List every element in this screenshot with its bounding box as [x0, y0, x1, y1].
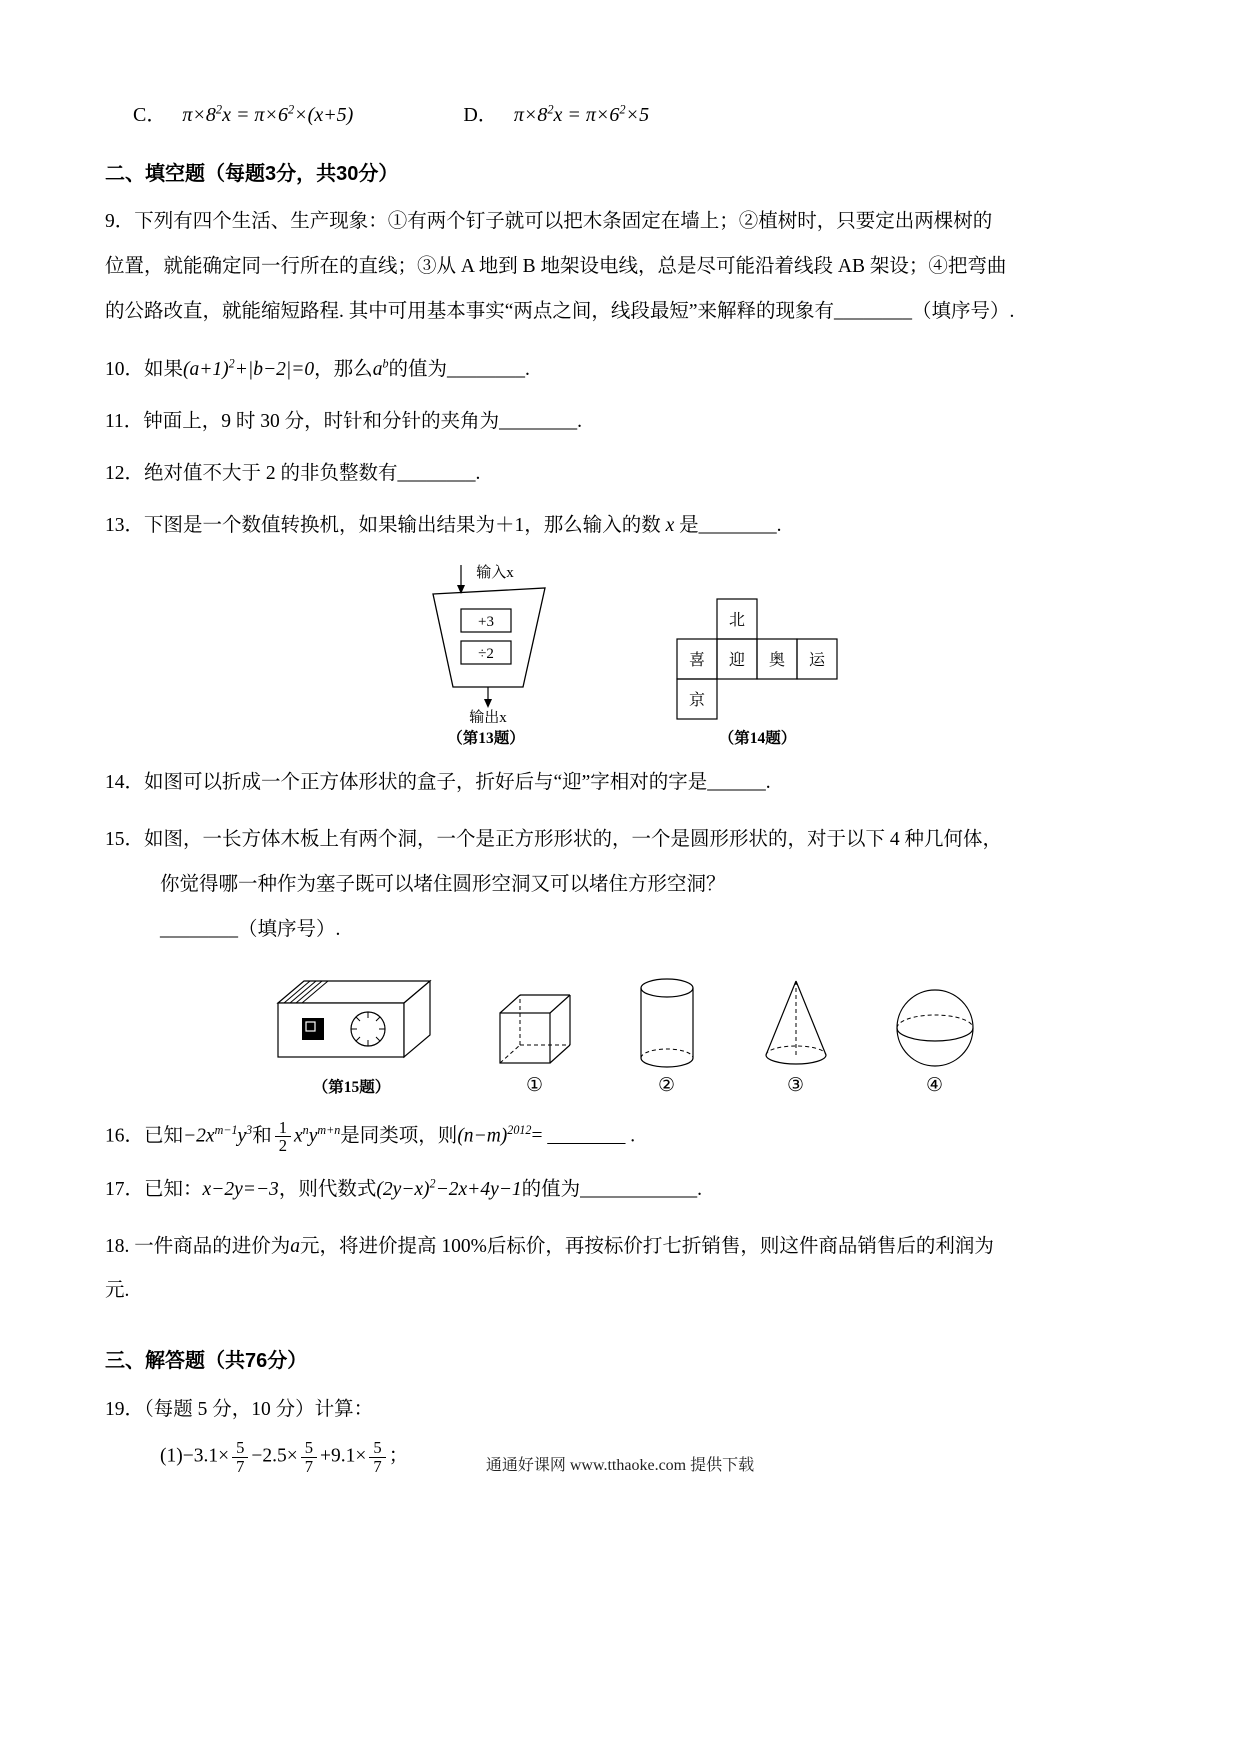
- net-cell: 迎: [728, 652, 745, 670]
- seg: 是________.: [674, 514, 782, 536]
- seg: ×5: [625, 104, 650, 126]
- seg: y: [308, 1125, 318, 1147]
- question-13: [105, 509, 1140, 543]
- seg: 17．已知：: [105, 1178, 203, 1200]
- question-17: [105, 1173, 1140, 1207]
- seg: 18. 一件商品的进价为: [105, 1235, 291, 1257]
- cone-number-label: ③: [786, 1074, 805, 1096]
- option-d: [463, 98, 649, 127]
- cone-shape: [756, 975, 836, 1071]
- sphere-shape: [892, 985, 978, 1071]
- seg: 13．下图是一个数值转换机，如果输出结果为＋1，那么输入的数: [105, 514, 666, 536]
- exponent: 2: [287, 102, 295, 117]
- seg: −2x+4y−1: [435, 1178, 522, 1200]
- seg: −2.5×: [251, 1445, 298, 1467]
- mc-options-row: [133, 98, 1140, 127]
- exponent: 2: [215, 102, 223, 117]
- question-15: [105, 818, 1140, 953]
- seg: π×8: [182, 104, 216, 126]
- seg: +9.1×: [320, 1445, 367, 1467]
- question-12: 12．绝对值不大于 2 的非负整数有________.: [105, 462, 481, 484]
- question-9-line2: 位置，就能确定同一行所在的直线；③从 A 地到 B 地架设电线，总是尽可能沿着线段 AB 架设；④把弯曲: [105, 255, 1007, 277]
- cube-shape: [492, 987, 578, 1071]
- seg: ，则代数式: [278, 1178, 377, 1200]
- exponent: b: [382, 356, 389, 371]
- seg: a: [290, 1235, 301, 1257]
- exponent: 2: [547, 102, 554, 117]
- exponent: 2: [619, 102, 626, 117]
- net-cell: 奥: [768, 652, 785, 670]
- exponent: m+n: [317, 1122, 341, 1137]
- exam-content: [105, 98, 1140, 1475]
- seg: x−2y=−3: [202, 1178, 279, 1200]
- seg: 元，将进价提高 100%后标价，再按标价打七折销售，则这件商品销售后的利润为: [300, 1235, 994, 1257]
- figures-13-14-row: [105, 563, 1140, 748]
- exponent: 2012: [507, 1122, 532, 1137]
- seg: y: [237, 1125, 247, 1147]
- figure-14-caption: （第14题）: [718, 730, 797, 748]
- seg: π×8: [513, 104, 548, 126]
- option-c: [133, 98, 353, 127]
- machine-op2: ÷2: [477, 646, 494, 663]
- seg: = ________ .: [531, 1125, 636, 1147]
- exponent: 2: [429, 1176, 436, 1190]
- machine-input-label: 输入x: [475, 565, 514, 582]
- question-9-line1: 9．下列有四个生活、生产现象：①有两个钉子就可以把木条固定在墙上；②植树时，只要定出两棵树的: [105, 211, 993, 232]
- machine-op1: +3: [477, 614, 494, 631]
- square-hole: [302, 1018, 324, 1040]
- section-2-title: 二、填空题（每题3分，共30分）: [105, 163, 399, 185]
- option-d-label: D．: [463, 104, 498, 126]
- option-c-label: C．: [133, 104, 167, 126]
- section-3-title: 三、解答题（共76分）: [105, 1350, 308, 1373]
- seg: a: [372, 358, 383, 380]
- cylinder-number-label: ②: [657, 1074, 676, 1096]
- board-with-holes-drawing: [268, 971, 436, 1069]
- exponent: 3: [246, 1122, 253, 1137]
- option-c-formula: [182, 104, 353, 127]
- seg: 的值为____________.: [521, 1178, 703, 1200]
- question-19-head: 19．（每题 5 分，10 分）计算：: [105, 1399, 374, 1421]
- seg: (n−m): [457, 1125, 508, 1147]
- question-10: [105, 353, 1140, 387]
- seg: 10．如果: [105, 358, 184, 380]
- seg: (2y−x): [376, 1178, 430, 1200]
- seg: ，那么: [314, 358, 373, 380]
- question-18: [105, 1225, 1140, 1315]
- figure-14: [669, 597, 847, 748]
- board-with-holes-figure: [268, 971, 436, 1097]
- down-arrow-icon: [484, 699, 492, 708]
- net-cell-top: 北: [728, 612, 745, 630]
- question-15-line2: 你觉得哪一种作为塞子既可以堵住圆形空洞又可以堵住方形空洞？: [160, 874, 726, 895]
- cylinder-option: [634, 975, 700, 1097]
- seg: x: [665, 514, 675, 536]
- question-11: 11．钟面上，9 时 30 分，时针和分针的夹角为________.: [105, 410, 583, 432]
- question-14: 14．如图可以折成一个正方体形状的盒子，折好后与“迎”字相对的字是______.: [105, 772, 771, 794]
- seg: x: [294, 1125, 303, 1147]
- cylinder-shape: [634, 975, 700, 1071]
- net-cell: 运: [808, 652, 825, 670]
- seg: ；: [388, 1445, 409, 1467]
- cube-net-figure: [669, 597, 847, 723]
- fraction: $\frac{5}{7}$: [301, 1439, 317, 1475]
- exponent: n: [302, 1122, 309, 1137]
- seg: ×(x+5): [294, 104, 354, 126]
- seg: x = π×6: [553, 104, 620, 126]
- net-cell-bottom: 京: [688, 692, 705, 710]
- figure-13: [399, 563, 574, 748]
- seg: +|b−2|=0: [234, 358, 315, 380]
- fraction: $\frac{5}{7}$: [232, 1439, 248, 1475]
- question-16: [105, 1119, 1140, 1155]
- figure-15-row: [105, 971, 1140, 1097]
- question-18-line2: 元.: [105, 1280, 130, 1302]
- fraction: $\frac{5}{7}$: [369, 1439, 385, 1475]
- exponent: 2: [228, 356, 235, 371]
- exponent: m−1: [214, 1122, 238, 1137]
- question-15-line1: 15．如图，一长方体木板上有两个洞，一个是正方形形状的，一个是圆形形状的，对于以下 4 种几何体，: [105, 829, 1003, 851]
- option-d-formula: [514, 104, 649, 127]
- seg: x = π×6: [222, 104, 288, 126]
- sphere-option: [892, 985, 978, 1097]
- fraction-one-half: $\frac{1}{2}$: [275, 1119, 291, 1155]
- seg: (a+1): [183, 358, 229, 380]
- seg: 和: [252, 1125, 272, 1147]
- seg: 是同类项，则: [340, 1125, 458, 1147]
- number-machine-figure: [399, 563, 574, 723]
- machine-output-label: 输出x: [468, 710, 507, 724]
- seg: 的值为________.: [388, 358, 530, 380]
- seg: 16．已知: [105, 1125, 184, 1147]
- question-15-line3: ________（填序号）.: [160, 918, 341, 940]
- site-footer: 通通好课网 www.tthaoke.com 提供下载: [485, 1457, 755, 1474]
- seg: −2x: [183, 1125, 215, 1147]
- figure-15-caption: （第15题）: [312, 1078, 391, 1096]
- cube-number-label: ①: [525, 1074, 544, 1096]
- question-18-line1: [105, 1225, 1140, 1270]
- seg: (1)−3.1×: [160, 1445, 230, 1467]
- net-cell: 喜: [688, 652, 705, 670]
- cone-option: [756, 975, 836, 1097]
- figure-13-caption: （第13题）: [447, 730, 525, 748]
- question-9: [105, 200, 1140, 335]
- cube-option: [492, 987, 578, 1097]
- sphere-number-label: ④: [925, 1074, 944, 1096]
- question-9-line3: 的公路改直，就能缩短路程. 其中可用基本事实“两点之间，线段最短”来解释的现象有________（填序号）.: [105, 300, 1015, 322]
